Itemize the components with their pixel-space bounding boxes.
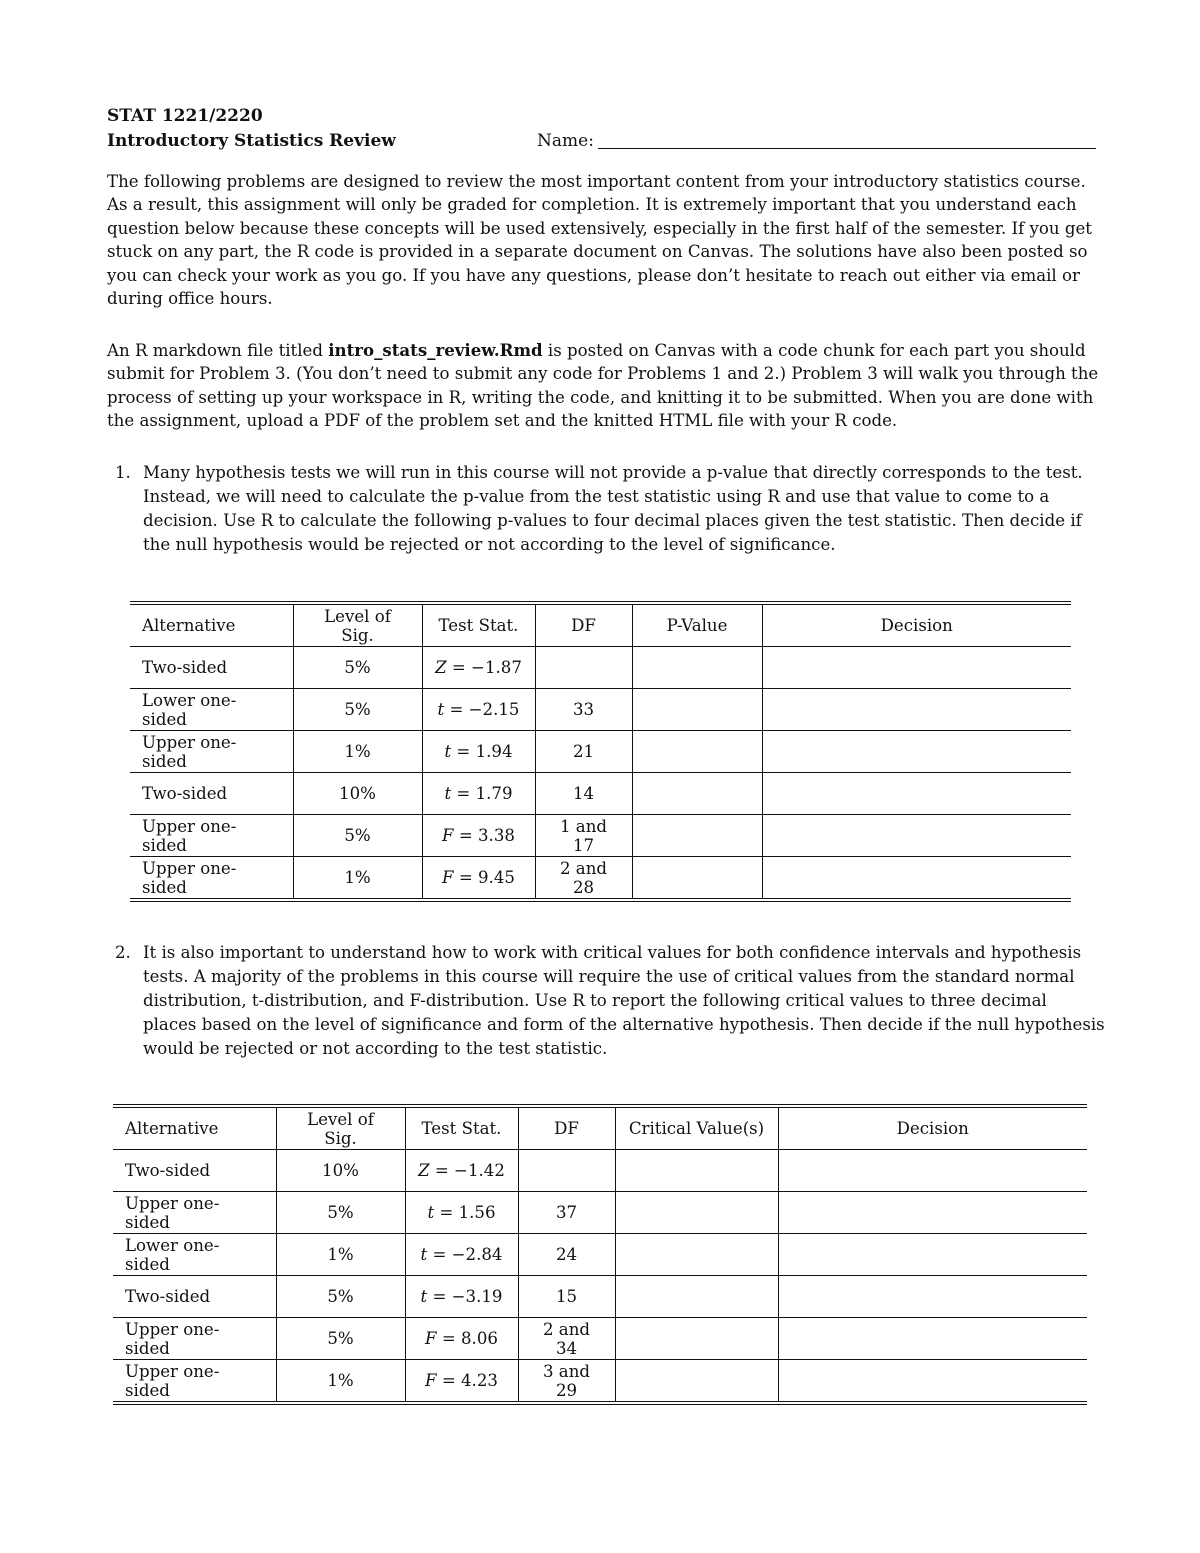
significance-cell: 5%: [276, 1192, 405, 1234]
answer-value-cell[interactable]: [615, 1360, 778, 1404]
significance-cell: 10%: [293, 773, 422, 815]
instructions-paragraph: [107, 339, 1103, 433]
name-label: Name:: [537, 131, 594, 151]
significance-cell: 5%: [293, 815, 422, 857]
table-header-row: [113, 1106, 1087, 1150]
alternative-cell: Upper one-sided: [113, 1318, 276, 1360]
table-row: [113, 1318, 1087, 1360]
column-header: Level of Sig.: [276, 1106, 405, 1150]
column-header: DF: [535, 603, 632, 647]
answer-value-cell[interactable]: [615, 1192, 778, 1234]
answer-value-cell[interactable]: [615, 1234, 778, 1276]
document-title: Introductory Statistics Review: [107, 131, 396, 151]
significance-cell: 1%: [276, 1360, 405, 1404]
column-header: Level of Sig.: [293, 603, 422, 647]
answer-value-cell[interactable]: [615, 1318, 778, 1360]
decision-cell[interactable]: [778, 1360, 1087, 1404]
decision-cell[interactable]: [762, 647, 1071, 689]
stat-variable: t: [444, 784, 452, 803]
table-header-row: [130, 603, 1071, 647]
df-cell: 1 and 17: [535, 815, 632, 857]
column-header: Critical Value(s): [615, 1106, 778, 1150]
test-stat-cell: [422, 815, 535, 857]
significance-cell: 5%: [276, 1318, 405, 1360]
test-stat-cell: [405, 1318, 518, 1360]
decision-cell[interactable]: [778, 1192, 1087, 1234]
column-header: Decision: [778, 1106, 1087, 1150]
alternative-cell: Lower one-sided: [130, 689, 293, 731]
stat-value: = −1.87: [446, 658, 522, 677]
stat-value: = 9.45: [453, 868, 515, 887]
table-row: [113, 1360, 1087, 1404]
significance-cell: 5%: [293, 689, 422, 731]
alternative-cell: Upper one-sided: [130, 815, 293, 857]
problem-2-number: 2.: [115, 943, 131, 962]
df-cell: 3 and 29: [518, 1360, 615, 1404]
stat-variable: F: [425, 1329, 437, 1348]
stat-value: = −2.15: [444, 700, 520, 719]
decision-cell[interactable]: [762, 689, 1071, 731]
df-cell: 14: [535, 773, 632, 815]
df-cell: 2 and 34: [518, 1318, 615, 1360]
column-header: Test Stat.: [422, 603, 535, 647]
decision-cell[interactable]: [778, 1276, 1087, 1318]
table-row: [130, 647, 1071, 689]
answer-value-cell[interactable]: [632, 647, 762, 689]
p-value-table: [130, 601, 1071, 902]
answer-value-cell[interactable]: [632, 731, 762, 773]
answer-value-cell[interactable]: [632, 815, 762, 857]
stat-variable: F: [442, 868, 454, 887]
problem-1: [115, 461, 1105, 557]
alternative-cell: Two-sided: [130, 773, 293, 815]
table-row: [130, 857, 1071, 901]
df-cell: [535, 647, 632, 689]
table-row: [130, 689, 1071, 731]
stat-variable: t: [420, 1245, 428, 1264]
test-stat-cell: [422, 689, 535, 731]
alternative-cell: Upper one-sided: [113, 1360, 276, 1404]
column-header: DF: [518, 1106, 615, 1150]
stat-value: = −1.42: [429, 1161, 505, 1180]
stat-variable: Z: [435, 658, 447, 677]
problem-2-text: It is also important to understand how to work with critical values for both confidence intervals and hypothesis tests. A majority of the problems in this course will require the use of critical values from the standard normal distribution, t-distribution, and F-distribution. Use R to report the following critical values to three decimal places based on the level of significance and form of the alternative hypothesis. Then decide if the null hypothesis would be rejected or not according to the test statistic.: [143, 943, 1105, 1058]
significance-cell: 10%: [276, 1150, 405, 1192]
table-row: [113, 1234, 1087, 1276]
intro-paragraph: The following problems are designed to review the most important content from your introductory statistics course. As a result, this assignment will only be graded for completion. It is extremely important that you understand each question below because these concepts will be used extensively, especially in the first half of the semester. If you get stuck on any part, the R code is provided in a separate document on Canvas. The solutions have also been posted so you can check your work as you go. If you have any questions, please don’t hesitate to reach out either via email or during office hours.: [107, 172, 1092, 309]
stat-variable: F: [425, 1371, 437, 1390]
answer-value-cell[interactable]: [615, 1276, 778, 1318]
critical-value-table: [113, 1104, 1087, 1405]
rmd-filename: intro_stats_review.Rmd: [328, 340, 543, 360]
alternative-cell: Two-sided: [130, 647, 293, 689]
df-cell: 24: [518, 1234, 615, 1276]
stat-variable: t: [437, 700, 445, 719]
stat-value: = 3.38: [453, 826, 515, 845]
answer-value-cell[interactable]: [632, 857, 762, 901]
name-blank-line[interactable]: [598, 148, 1096, 149]
stat-value: = −3.19: [427, 1287, 503, 1306]
test-stat-cell: [405, 1234, 518, 1276]
table-row: [130, 773, 1071, 815]
df-cell: [518, 1150, 615, 1192]
stat-value: = 4.23: [436, 1371, 498, 1390]
stat-value: = 1.56: [434, 1203, 496, 1222]
stat-value: = −2.84: [427, 1245, 503, 1264]
test-stat-cell: [405, 1276, 518, 1318]
df-cell: 21: [535, 731, 632, 773]
answer-value-cell[interactable]: [615, 1150, 778, 1192]
alternative-cell: Upper one-sided: [130, 857, 293, 901]
test-stat-cell: [422, 857, 535, 901]
instructions-text-after: is posted on Canvas with a code chunk for each part you should submit for Problem 3. (You don’t need to submit any code for Problems 1 and 2.) Problem 3 will walk you through the process of setting up your workspace in R, writing the code, and knitting it to be submitted. When you are done with the assignment, upload a PDF of the problem set and the knitted HTML file with your R code.: [107, 341, 1099, 431]
stat-variable: F: [442, 826, 454, 845]
decision-cell[interactable]: [778, 1318, 1087, 1360]
decision-cell[interactable]: [778, 1234, 1087, 1276]
df-cell: 15: [518, 1276, 615, 1318]
significance-cell: 5%: [276, 1276, 405, 1318]
stat-value: = 1.79: [451, 784, 513, 803]
decision-cell[interactable]: [762, 731, 1071, 773]
alternative-cell: Upper one-sided: [130, 731, 293, 773]
table-row: [113, 1192, 1087, 1234]
significance-cell: 1%: [293, 731, 422, 773]
column-header: Decision: [762, 603, 1071, 647]
column-header: Alternative: [113, 1106, 276, 1150]
stat-variable: Z: [418, 1161, 430, 1180]
decision-cell[interactable]: [762, 815, 1071, 857]
problem-1-text: Many hypothesis tests we will run in this course will not provide a p-value that directly corresponds to the test. Instead, we will need to calculate the p-value from the test statistic using R and use that value to come to a decision. Use R to calculate the following p-values to four decimal places given the test statistic. Then decide if the null hypothesis would be rejected or not according to the level of significance.: [143, 463, 1083, 554]
alternative-cell: Two-sided: [113, 1150, 276, 1192]
test-stat-cell: [405, 1192, 518, 1234]
stat-value: = 8.06: [436, 1329, 498, 1348]
course-code: STAT 1221/2220: [107, 106, 263, 126]
problem-1-number: 1.: [115, 463, 131, 482]
alternative-cell: Two-sided: [113, 1276, 276, 1318]
stat-variable: t: [420, 1287, 428, 1306]
problem-2: [115, 941, 1105, 1061]
decision-cell[interactable]: [778, 1150, 1087, 1192]
decision-cell[interactable]: [762, 857, 1071, 901]
answer-value-cell[interactable]: [632, 689, 762, 731]
df-cell: 37: [518, 1192, 615, 1234]
alternative-cell: Upper one-sided: [113, 1192, 276, 1234]
test-stat-cell: [422, 731, 535, 773]
test-stat-cell: [405, 1150, 518, 1192]
stat-variable: t: [427, 1203, 435, 1222]
stat-value: = 1.94: [451, 742, 513, 761]
answer-value-cell[interactable]: [632, 773, 762, 815]
column-header: Test Stat.: [405, 1106, 518, 1150]
column-header: P-Value: [632, 603, 762, 647]
table-row: [113, 1150, 1087, 1192]
decision-cell[interactable]: [762, 773, 1071, 815]
instructions-text-before: An R markdown file titled: [107, 341, 329, 360]
table-row: [130, 815, 1071, 857]
table-row: [113, 1276, 1087, 1318]
significance-cell: 1%: [276, 1234, 405, 1276]
test-stat-cell: [405, 1360, 518, 1404]
test-stat-cell: [422, 773, 535, 815]
column-header: Alternative: [130, 603, 293, 647]
table-row: [130, 731, 1071, 773]
test-stat-cell: [422, 647, 535, 689]
significance-cell: 5%: [293, 647, 422, 689]
alternative-cell: Lower one-sided: [113, 1234, 276, 1276]
significance-cell: 1%: [293, 857, 422, 901]
df-cell: 33: [535, 689, 632, 731]
df-cell: 2 and 28: [535, 857, 632, 901]
stat-variable: t: [444, 742, 452, 761]
